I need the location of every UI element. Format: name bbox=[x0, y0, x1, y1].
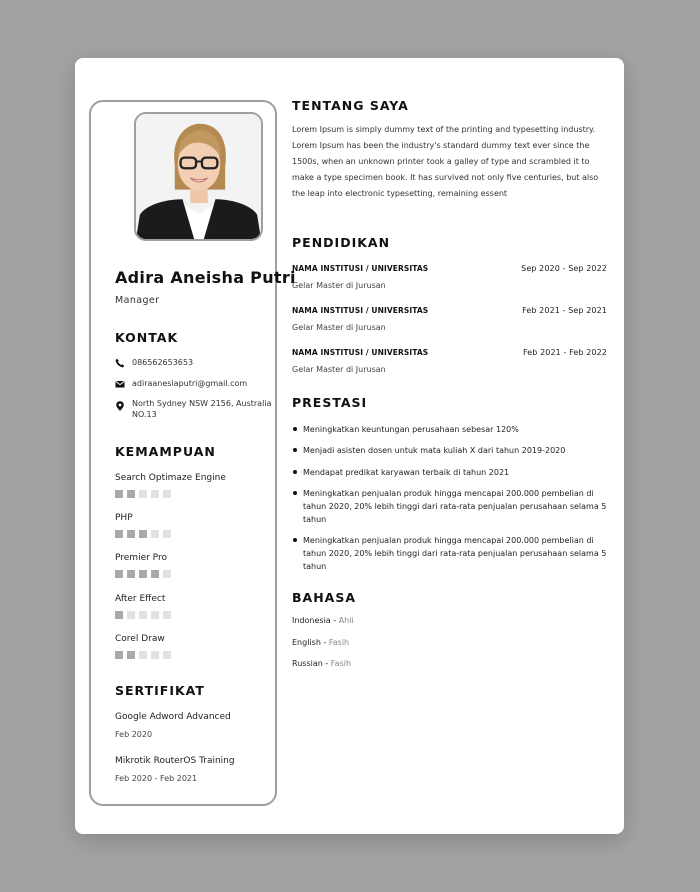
skill-label: After Effect bbox=[115, 594, 166, 604]
skill-level-square bbox=[115, 530, 123, 538]
skill-level-meter bbox=[115, 490, 265, 498]
skill-level-square bbox=[151, 611, 159, 619]
institution-name: NAMA INSTITUSI / UNIVERSITAS bbox=[292, 348, 429, 357]
education-heading: PENDIDIKAN bbox=[292, 235, 391, 250]
profile-photo bbox=[134, 112, 263, 241]
languages-heading: BAHASA bbox=[292, 590, 357, 605]
achievements-list bbox=[292, 534, 610, 573]
skill-level-square bbox=[127, 490, 135, 498]
skill-level-square bbox=[127, 651, 135, 659]
language-level: Fasih bbox=[330, 659, 352, 668]
skill-level-square bbox=[139, 611, 147, 619]
mail-icon bbox=[115, 379, 125, 389]
achievements-list bbox=[292, 423, 610, 436]
skill-item bbox=[115, 594, 265, 619]
skill-label: Premier Pro bbox=[115, 553, 167, 563]
achievements-list bbox=[292, 487, 610, 526]
certificate-title: Google Adword Advanced bbox=[115, 712, 231, 722]
skill-label: Search Optimaze Engine bbox=[115, 473, 226, 483]
certificates-heading: SERTIFIKAT bbox=[115, 683, 205, 698]
achievement-item: Menjadi asisten dosen untuk mata kuliah X dari tahun 2019-2020 bbox=[292, 444, 610, 457]
skill-label: PHP bbox=[115, 513, 133, 523]
skill-level-meter bbox=[115, 651, 265, 659]
skill-level-square bbox=[139, 651, 147, 659]
email-address: adiraanesiaputri@gmail.com bbox=[132, 379, 248, 388]
skill-level-square bbox=[115, 570, 123, 578]
contact-phone bbox=[115, 357, 272, 368]
skill-level-square bbox=[127, 530, 135, 538]
sidebar-panel bbox=[89, 100, 296, 806]
language-item: Russian - Fasih bbox=[292, 659, 352, 668]
degree-name: Gelar Master di Jurusan bbox=[292, 365, 386, 374]
education-dates: Sep 2020 - Sep 2022 bbox=[521, 264, 607, 273]
certificate-date: Feb 2020 bbox=[115, 730, 153, 739]
achievement-item: Meningkatkan penjualan produk hingga mencapai 200.000 pembelian di tahun 2020, 20% lebih tinggi dari rata-rata penjualan perusahaan selama 5 tahun bbox=[292, 487, 610, 526]
language-level: Ahli bbox=[338, 616, 354, 625]
certificate-title: Mikrotik RouterOS Training bbox=[115, 756, 235, 766]
skill-level-square bbox=[115, 490, 123, 498]
education-dates: Feb 2021 - Sep 2021 bbox=[522, 306, 607, 315]
skill-level-square bbox=[163, 530, 171, 538]
language-name: English bbox=[292, 638, 321, 647]
language-name: Russian bbox=[292, 659, 323, 668]
avatar-illustration bbox=[136, 114, 261, 239]
skills-heading: KEMAMPUAN bbox=[115, 444, 216, 459]
institution-name: NAMA INSTITUSI / UNIVERSITAS bbox=[292, 264, 429, 273]
contact-heading: KONTAK bbox=[115, 330, 179, 345]
skill-item bbox=[115, 634, 265, 659]
skill-level-square bbox=[163, 611, 171, 619]
phone-number: 086562653653 bbox=[132, 358, 194, 367]
degree-name: Gelar Master di Jurusan bbox=[292, 281, 386, 290]
skill-level-square bbox=[163, 570, 171, 578]
about-text: Lorem Ipsum is simply dummy text of the printing and typesetting industry. Lorem Ipsum has been the industry's standard dummy text ever since the 1500s, when an unknown printer took a galley of type and scrambled it to make a type specimen book. It has survived not only five centuries, but also the leap into electronic typesetting, remaining essent bbox=[292, 125, 599, 198]
skill-level-meter bbox=[115, 530, 265, 538]
certificate-date: Feb 2020 - Feb 2021 bbox=[115, 774, 198, 783]
language-level: Fasih bbox=[328, 638, 350, 647]
location-pin-icon bbox=[115, 401, 125, 411]
person-name: Adira Aneisha Putri bbox=[115, 268, 296, 287]
skill-item bbox=[115, 473, 265, 498]
skill-level-square bbox=[115, 611, 123, 619]
skill-level-square bbox=[139, 490, 147, 498]
skill-level-square bbox=[139, 570, 147, 578]
achievements-list bbox=[292, 466, 610, 479]
skill-item bbox=[115, 553, 265, 578]
achievement-item: Meningkatkan keuntungan perusahaan sebesar 120% bbox=[292, 423, 610, 436]
skill-level-square bbox=[151, 651, 159, 659]
skill-level-square bbox=[115, 651, 123, 659]
person-role: Manager bbox=[115, 295, 160, 306]
contact-address bbox=[115, 398, 272, 420]
skill-level-meter bbox=[115, 570, 265, 578]
education-item bbox=[292, 306, 607, 332]
street-address: North Sydney NSW 2156, Australia NO.13 bbox=[132, 399, 272, 419]
achievement-item: Meningkatkan penjualan produk hingga mencapai 200.000 pembelian di tahun 2020, 20% lebih tinggi dari rata-rata penjualan perusahaan selama 5 tahun bbox=[292, 534, 610, 573]
skill-level-square bbox=[151, 490, 159, 498]
degree-name: Gelar Master di Jurusan bbox=[292, 323, 386, 332]
education-dates: Feb 2021 - Feb 2022 bbox=[522, 348, 607, 357]
skill-level-square bbox=[127, 570, 135, 578]
certificate-item bbox=[115, 712, 231, 739]
skill-level-square bbox=[139, 530, 147, 538]
achievements-heading: PRESTASI bbox=[292, 395, 368, 410]
about-heading: TENTANG SAYA bbox=[292, 98, 409, 113]
education-item bbox=[292, 264, 607, 290]
phone-icon bbox=[115, 358, 125, 368]
skill-label: Corel Draw bbox=[115, 634, 165, 644]
skill-level-square bbox=[151, 570, 159, 578]
skill-level-meter bbox=[115, 611, 265, 619]
certificate-item bbox=[115, 756, 235, 783]
institution-name: NAMA INSTITUSI / UNIVERSITAS bbox=[292, 306, 429, 315]
education-item bbox=[292, 348, 607, 374]
achievements-list bbox=[292, 444, 610, 457]
language-item: English - Fasih bbox=[292, 638, 350, 647]
language-name: Indonesia bbox=[292, 616, 331, 625]
achievement-item: Mendapat predikat karyawan terbaik di tahun 2021 bbox=[292, 466, 610, 479]
skill-item bbox=[115, 513, 265, 538]
skill-level-square bbox=[127, 611, 135, 619]
skill-level-square bbox=[151, 530, 159, 538]
contact-email bbox=[115, 378, 272, 389]
skill-level-square bbox=[163, 651, 171, 659]
skill-level-square bbox=[163, 490, 171, 498]
language-item: Indonesia - Ahli bbox=[292, 616, 354, 625]
resume-page bbox=[75, 58, 624, 834]
